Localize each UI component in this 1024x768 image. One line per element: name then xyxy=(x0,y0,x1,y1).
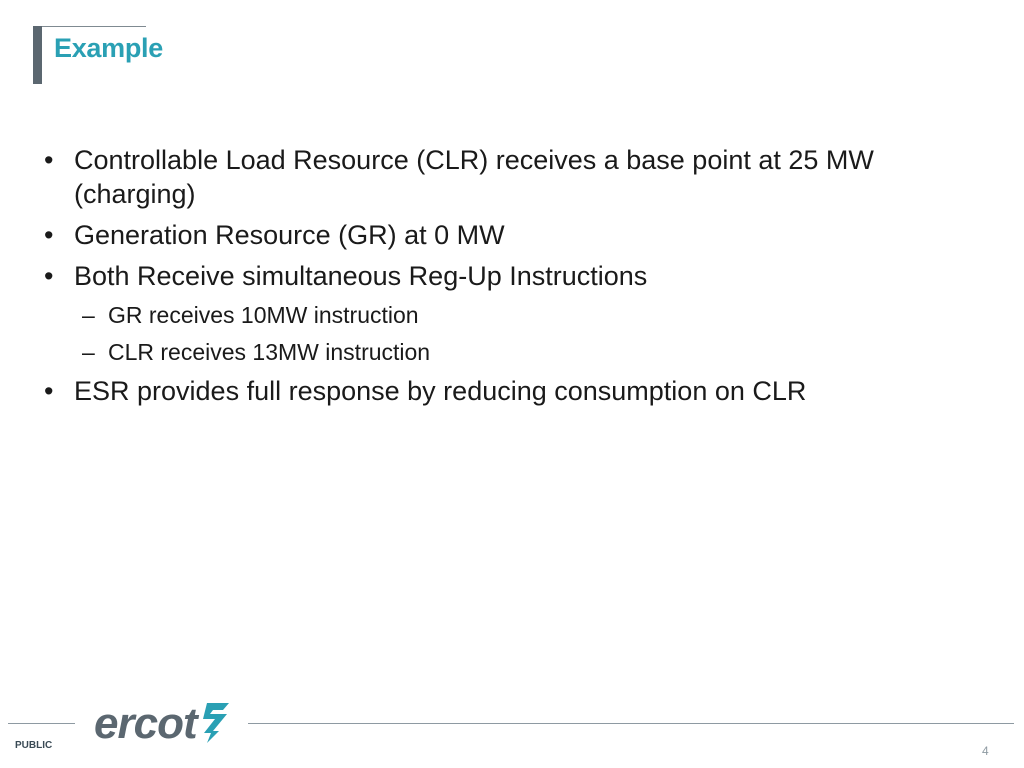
bullet-text: Controllable Load Resource (CLR) receives a base point at 25 MW (charging) xyxy=(74,145,874,209)
footer-divider-left xyxy=(8,723,75,724)
sub-bullet-dash-icon: – xyxy=(82,339,95,365)
lightning-bolt-icon xyxy=(199,699,237,750)
bullet-dot-icon: • xyxy=(44,145,54,175)
logo-wordmark: ercot xyxy=(94,699,197,748)
sub-bullet-item xyxy=(44,337,944,367)
bullet-dot-icon: • xyxy=(44,261,54,291)
bullet-list xyxy=(44,143,944,415)
bullet-item xyxy=(44,374,944,408)
bullet-text: ESR provides full response by reducing consumption on CLR xyxy=(74,376,807,406)
bullet-item xyxy=(44,218,944,252)
sub-bullet-dash-icon: – xyxy=(82,302,95,328)
bullet-item xyxy=(44,143,944,211)
sub-bullet-text: GR receives 10MW instruction xyxy=(108,302,419,328)
slide-title: Example xyxy=(54,33,163,63)
title-rule xyxy=(42,26,146,27)
bullet-item xyxy=(44,259,944,293)
sub-bullet-text: CLR receives 13MW instruction xyxy=(108,339,431,365)
sub-bullet-item xyxy=(44,300,944,330)
bullet-text: Both Receive simultaneous Reg-Up Instructions xyxy=(74,261,648,291)
bullet-text: Generation Resource (GR) at 0 MW xyxy=(74,220,505,250)
bullet-dot-icon: • xyxy=(44,220,54,250)
title-accent-bar xyxy=(33,26,42,84)
page-number: 4 xyxy=(982,744,989,758)
footer-divider-right xyxy=(248,723,1014,724)
bullet-dot-icon: • xyxy=(44,376,54,406)
classification-label: PUBLIC xyxy=(15,740,53,751)
ercot-logo xyxy=(94,699,237,746)
